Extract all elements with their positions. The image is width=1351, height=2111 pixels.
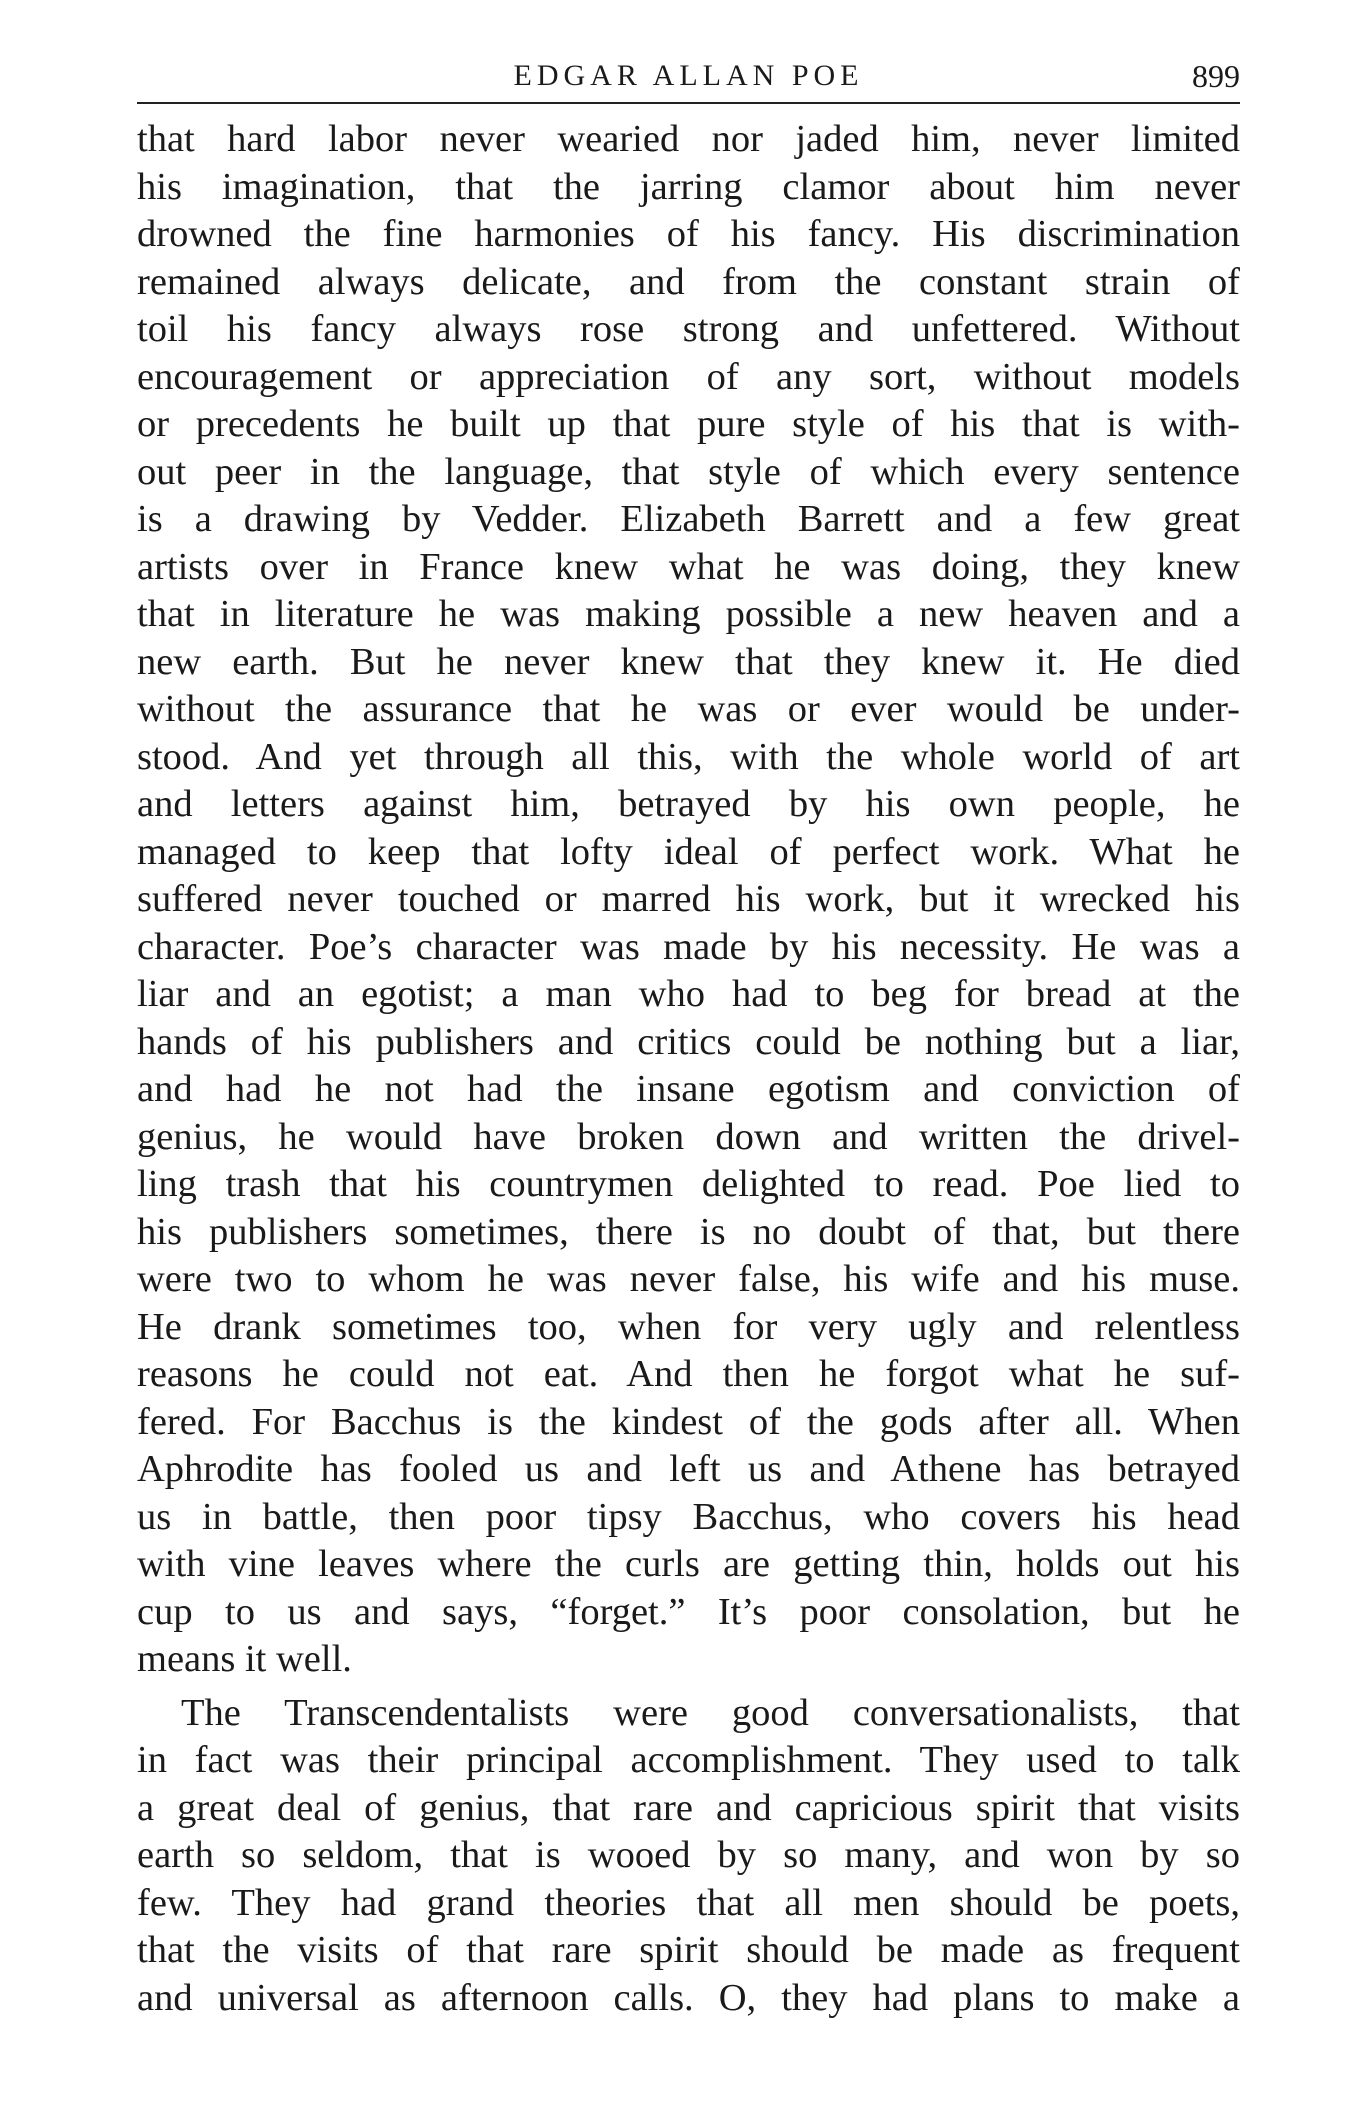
text-line: remained always delicate, and from the constant strain of <box>137 260 1240 303</box>
page-number: 899 <box>1192 58 1240 94</box>
text-line: toil his fancy always rose strong and unfettered. Without <box>137 308 1240 350</box>
text-line: us in battle, then poor tipsy Bacchus, who covers his head <box>137 1495 1240 1538</box>
text-line: earth so seldom, that is wooed by so many, and won by so <box>137 1834 1240 1876</box>
text-line: He drank sometimes too, when for very ugly and relentless <box>137 1305 1240 1348</box>
text-line: in fact was their principal accomplishment. They used to talk <box>137 1739 1240 1781</box>
text-line: drowned the fine harmonies of his fancy. His discrimination <box>137 213 1240 255</box>
text-line: without the assurance that he was or ever would be under- <box>137 688 1240 730</box>
text-line: cup to us and says, “forget.” It’s poor consolation, but he <box>137 1590 1240 1633</box>
text-line: stood. And yet through all this, with the whole world of art <box>137 735 1240 778</box>
text-line: that the visits of that rare spirit should be made as frequent <box>137 1929 1240 1971</box>
text-line: reasons he could not eat. And then he forgot what he suf- <box>137 1353 1240 1395</box>
paragraph-start-line: The Transcendentalists were good conversationalists, that <box>181 1691 1240 1734</box>
paragraph-end-line: means it well. <box>137 1638 352 1680</box>
text-line: liar and an egotist; a man who had to beg for bread at the <box>137 973 1240 1015</box>
text-line: encouragement or appreciation of any sort, without models <box>137 355 1240 398</box>
text-line: his publishers sometimes, there is no doubt of that, but there <box>137 1210 1240 1253</box>
text-line: new earth. But he never knew that they knew it. He died <box>137 640 1240 683</box>
text-line: artists over in France knew what he was doing, they knew <box>137 545 1240 588</box>
text-line: with vine leaves where the curls are getting thin, holds out his <box>137 1543 1240 1585</box>
text-line: were two to whom he was never false, his wife and his muse. <box>137 1258 1240 1300</box>
text-line: or precedents he built up that pure style of his that is with- <box>137 403 1240 445</box>
text-line: his imagination, that the jarring clamor about him never <box>137 165 1240 208</box>
running-title: EDGAR ALLAN POE <box>513 59 864 92</box>
text-line: genius, he would have broken down and written the drivel- <box>137 1115 1240 1158</box>
text-line: that hard labor never wearied nor jaded him, never limited <box>137 118 1240 160</box>
text-line: managed to keep that lofty ideal of perfect work. What he <box>137 830 1240 873</box>
text-line: and universal as afternoon calls. O, they had plans to make a <box>137 1976 1240 2019</box>
text-line: character. Poe’s character was made by his necessity. He was a <box>137 925 1240 968</box>
running-head <box>137 50 1240 100</box>
body-text <box>137 116 1240 2022</box>
text-line: suffered never touched or marred his work, but it wrecked his <box>137 878 1240 920</box>
text-line: hands of his publishers and critics could be nothing but a liar, <box>137 1020 1240 1063</box>
text-line: a great deal of genius, that rare and capricious spirit that visits <box>137 1786 1240 1829</box>
text-line: fered. For Bacchus is the kindest of the gods after all. When <box>137 1400 1240 1443</box>
text-line: and letters against him, betrayed by his own people, he <box>137 783 1240 825</box>
text-line: Aphrodite has fooled us and left us and Athene has betrayed <box>137 1448 1240 1490</box>
text-line: few. They had grand theories that all men should be poets, <box>137 1881 1240 1924</box>
text-line: ling trash that his countrymen delighted to read. Poe lied to <box>137 1163 1240 1205</box>
text-line: out peer in the language, that style of which every sentence <box>137 450 1240 493</box>
header-rule <box>137 102 1240 104</box>
text-line: is a drawing by Vedder. Elizabeth Barrett and a few great <box>137 498 1240 540</box>
book-page <box>137 0 1240 2111</box>
text-line: that in literature he was making possible a new heaven and a <box>137 593 1240 635</box>
text-line: and had he not had the insane egotism and conviction of <box>137 1068 1240 1110</box>
